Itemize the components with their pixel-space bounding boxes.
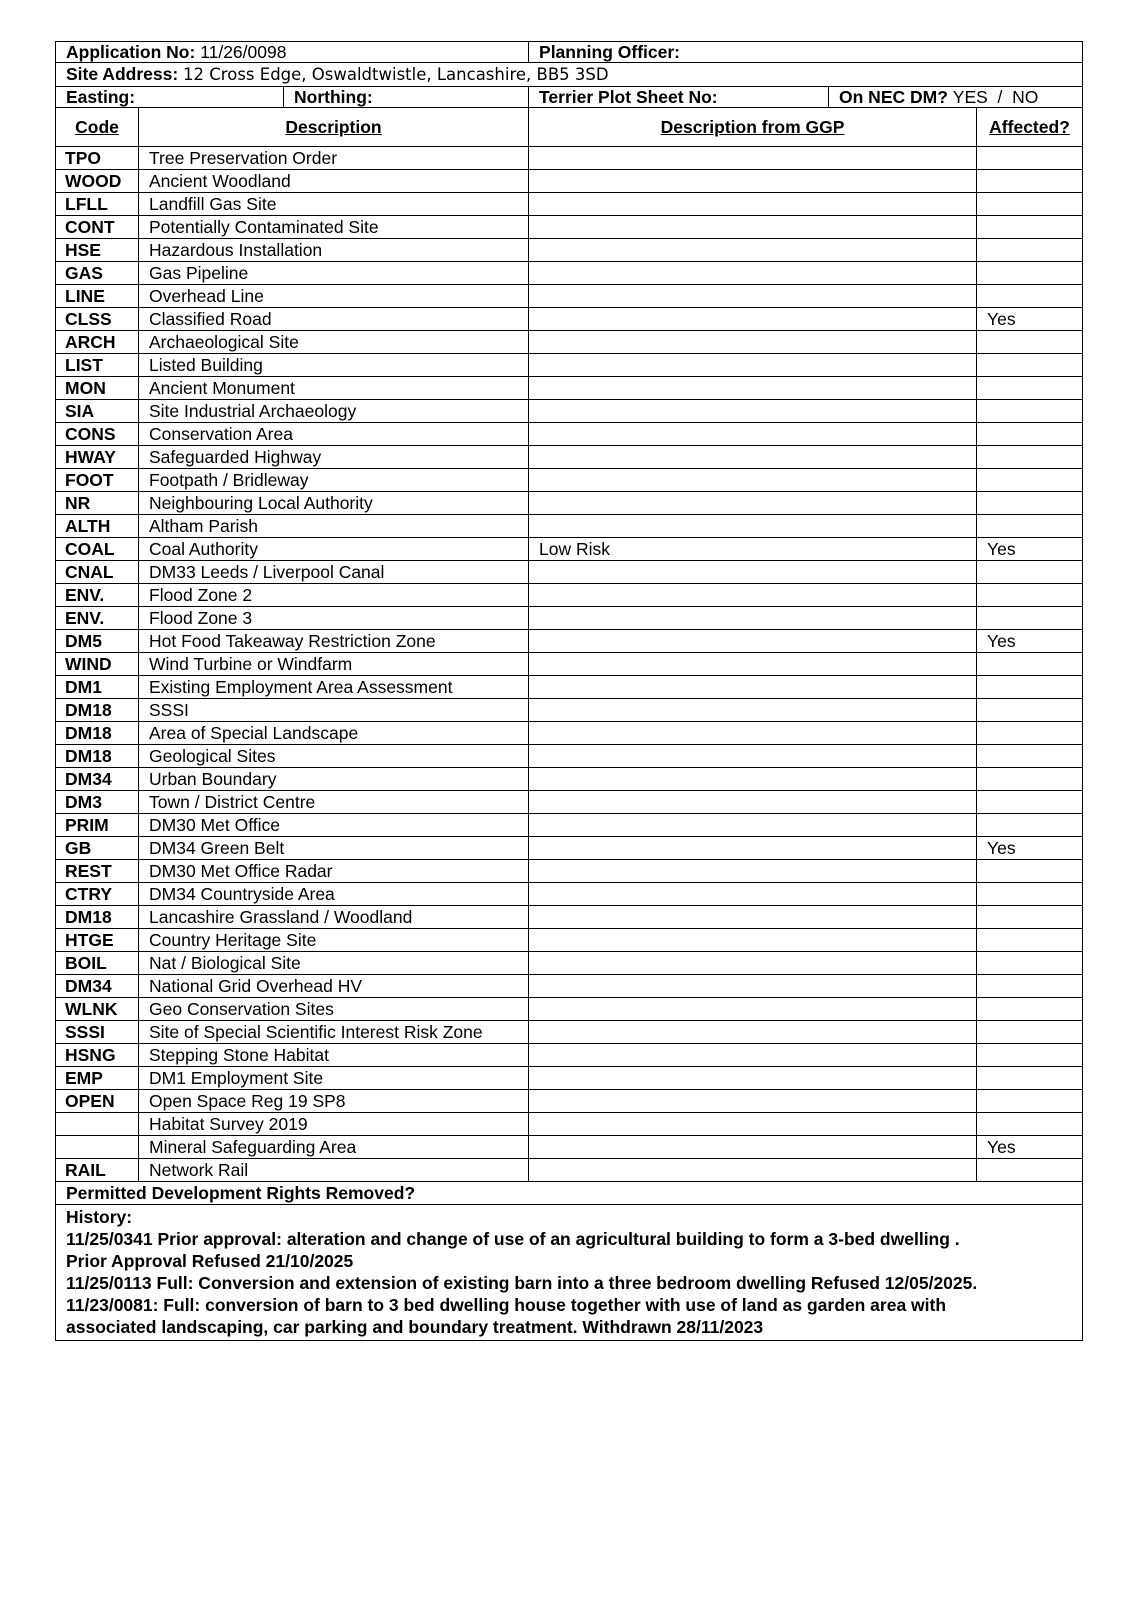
- constraint-affected: [977, 1044, 1083, 1067]
- constraint-affected: Yes: [977, 538, 1083, 561]
- easting-label: Easting:: [66, 87, 136, 107]
- constraint-affected: [977, 262, 1083, 285]
- constraint-row: [56, 538, 1083, 561]
- constraint-description: Site of Special Scientific Interest Risk Zone: [139, 1021, 529, 1044]
- site-address-cell: [56, 63, 1083, 87]
- constraint-affected: [977, 1090, 1083, 1113]
- constraint-ggp: [529, 561, 977, 584]
- constraint-code: WLNK: [56, 998, 139, 1021]
- constraint-affected: [977, 1021, 1083, 1044]
- constraint-code: DM34: [56, 768, 139, 791]
- constraint-row: [56, 768, 1083, 791]
- constraint-row: [56, 952, 1083, 975]
- affected-column-header: Affected?: [977, 108, 1083, 147]
- constraint-code: CONT: [56, 216, 139, 239]
- constraint-row: [56, 1113, 1083, 1136]
- easting-cell: [56, 87, 284, 108]
- constraint-row: [56, 1090, 1083, 1113]
- description-column-header: Description: [139, 108, 529, 147]
- constraint-description: Area of Special Landscape: [139, 722, 529, 745]
- constraint-ggp: [529, 400, 977, 423]
- constraint-code: DM5: [56, 630, 139, 653]
- constraint-code: WOOD: [56, 170, 139, 193]
- constraint-ggp: [529, 653, 977, 676]
- constraint-description: Ancient Woodland: [139, 170, 529, 193]
- pdr-row: [56, 1182, 1083, 1205]
- constraint-ggp: [529, 699, 977, 722]
- site-address-label: Site Address:: [66, 64, 179, 84]
- code-column-header: Code: [56, 108, 139, 147]
- constraint-row: [56, 354, 1083, 377]
- constraint-code: DM3: [56, 791, 139, 814]
- constraint-affected: [977, 1067, 1083, 1090]
- constraint-affected: [977, 469, 1083, 492]
- constraint-description: Hot Food Takeaway Restriction Zone: [139, 630, 529, 653]
- constraint-code: HSE: [56, 239, 139, 262]
- constraint-row: [56, 285, 1083, 308]
- constraint-affected: [977, 975, 1083, 998]
- constraint-description: Altham Parish: [139, 515, 529, 538]
- constraint-code: HWAY: [56, 446, 139, 469]
- constraint-description: Country Heritage Site: [139, 929, 529, 952]
- constraint-row: [56, 1044, 1083, 1067]
- constraint-code: ENV.: [56, 584, 139, 607]
- constraint-code: NR: [56, 492, 139, 515]
- constraint-description: DM34 Countryside Area: [139, 883, 529, 906]
- constraint-affected: [977, 998, 1083, 1021]
- application-row: [56, 42, 1083, 63]
- constraint-code: WIND: [56, 653, 139, 676]
- constraint-affected: [977, 584, 1083, 607]
- pdr-label: Permitted Development Rights Removed?: [56, 1182, 1083, 1205]
- constraint-code: [56, 1113, 139, 1136]
- constraint-row: [56, 1159, 1083, 1182]
- history-row: [56, 1205, 1083, 1341]
- constraint-description: DM34 Green Belt: [139, 837, 529, 860]
- constraint-ggp: [529, 1159, 977, 1182]
- constraint-affected: [977, 929, 1083, 952]
- planning-officer-label: Planning Officer:: [539, 42, 680, 62]
- constraint-code: ENV.: [56, 607, 139, 630]
- constraint-row: [56, 377, 1083, 400]
- constraint-ggp: [529, 1090, 977, 1113]
- constraint-row: [56, 193, 1083, 216]
- constraint-code: HTGE: [56, 929, 139, 952]
- grid-reference-row: [56, 87, 1083, 108]
- constraint-code: PRIM: [56, 814, 139, 837]
- history-entry: 11/25/0113 Full: Conversion and extension of existing barn into a three bedroom dwelling Refused 12/05/2025.: [66, 1273, 978, 1293]
- constraint-description: Flood Zone 3: [139, 607, 529, 630]
- constraint-affected: [977, 722, 1083, 745]
- constraint-affected: [977, 561, 1083, 584]
- constraint-affected: [977, 515, 1083, 538]
- constraint-ggp: [529, 262, 977, 285]
- constraint-affected: [977, 193, 1083, 216]
- constraint-row: [56, 860, 1083, 883]
- constraint-description: Footpath / Bridleway: [139, 469, 529, 492]
- constraint-row: [56, 331, 1083, 354]
- column-header-row: [56, 108, 1083, 147]
- constraint-row: [56, 699, 1083, 722]
- constraint-description: Classified Road: [139, 308, 529, 331]
- history-cell: [56, 1205, 1083, 1341]
- constraint-affected: [977, 791, 1083, 814]
- constraint-affected: [977, 377, 1083, 400]
- constraint-row: [56, 400, 1083, 423]
- constraint-row: [56, 722, 1083, 745]
- constraint-code: FOOT: [56, 469, 139, 492]
- constraint-ggp: [529, 1021, 977, 1044]
- ggp-column-header: Description from GGP: [529, 108, 977, 147]
- northing-cell: [284, 87, 529, 108]
- constraint-affected: [977, 147, 1083, 170]
- constraint-affected: [977, 860, 1083, 883]
- constraint-description: Archaeological Site: [139, 331, 529, 354]
- constraint-code: CLSS: [56, 308, 139, 331]
- constraint-affected: [977, 653, 1083, 676]
- constraint-ggp: [529, 745, 977, 768]
- constraint-code: DM18: [56, 906, 139, 929]
- constraint-affected: [977, 492, 1083, 515]
- constraint-code: DM18: [56, 745, 139, 768]
- constraint-code: LIST: [56, 354, 139, 377]
- constraint-ggp: [529, 584, 977, 607]
- constraint-code: CTRY: [56, 883, 139, 906]
- history-label: History:: [66, 1207, 133, 1227]
- constraint-row: [56, 1067, 1083, 1090]
- constraint-description: Overhead Line: [139, 285, 529, 308]
- constraint-code: DM18: [56, 722, 139, 745]
- constraint-row: [56, 216, 1083, 239]
- constraint-row: [56, 745, 1083, 768]
- constraint-ggp: [529, 676, 977, 699]
- constraint-ggp: [529, 1044, 977, 1067]
- constraint-code: SIA: [56, 400, 139, 423]
- constraint-description: Listed Building: [139, 354, 529, 377]
- constraint-description: DM30 Met Office Radar: [139, 860, 529, 883]
- constraint-row: [56, 469, 1083, 492]
- constraint-affected: [977, 952, 1083, 975]
- constraint-description: Ancient Monument: [139, 377, 529, 400]
- northing-label: Northing:: [294, 87, 373, 107]
- planning-officer-cell: [529, 42, 1083, 63]
- constraint-description: National Grid Overhead HV: [139, 975, 529, 998]
- constraint-row: [56, 929, 1083, 952]
- constraint-description: Existing Employment Area Assessment: [139, 676, 529, 699]
- constraint-ggp: [529, 929, 977, 952]
- constraint-code: GAS: [56, 262, 139, 285]
- constraint-ggp: [529, 814, 977, 837]
- constraint-affected: [977, 446, 1083, 469]
- constraint-description: Hazardous Installation: [139, 239, 529, 262]
- constraint-code: HSNG: [56, 1044, 139, 1067]
- constraint-affected: Yes: [977, 837, 1083, 860]
- constraint-ggp: [529, 722, 977, 745]
- constraint-description: Neighbouring Local Authority: [139, 492, 529, 515]
- nec-label: On NEC DM?: [839, 87, 948, 107]
- constraint-affected: [977, 354, 1083, 377]
- constraint-code: ALTH: [56, 515, 139, 538]
- constraint-affected: Yes: [977, 1136, 1083, 1159]
- terrier-label: Terrier Plot Sheet No:: [539, 87, 718, 107]
- constraint-ggp: [529, 193, 977, 216]
- constraint-code: RAIL: [56, 1159, 139, 1182]
- constraint-row: [56, 607, 1083, 630]
- constraint-code: LINE: [56, 285, 139, 308]
- constraint-description: Site Industrial Archaeology: [139, 400, 529, 423]
- constraint-row: [56, 147, 1083, 170]
- constraint-row: [56, 837, 1083, 860]
- constraint-ggp: Low Risk: [529, 538, 977, 561]
- constraint-affected: Yes: [977, 630, 1083, 653]
- constraint-ggp: [529, 837, 977, 860]
- constraint-code: GB: [56, 837, 139, 860]
- constraint-code: REST: [56, 860, 139, 883]
- constraint-affected: [977, 285, 1083, 308]
- constraint-row: [56, 446, 1083, 469]
- constraint-affected: [977, 676, 1083, 699]
- constraint-ggp: [529, 975, 977, 998]
- constraint-code: ARCH: [56, 331, 139, 354]
- constraint-affected: [977, 883, 1083, 906]
- constraint-ggp: [529, 147, 977, 170]
- constraint-row: [56, 975, 1083, 998]
- constraint-ggp: [529, 446, 977, 469]
- constraint-row: [56, 630, 1083, 653]
- nec-cell: [829, 87, 1083, 108]
- constraint-code: BOIL: [56, 952, 139, 975]
- terrier-cell: [529, 87, 829, 108]
- constraint-code: DM18: [56, 699, 139, 722]
- constraint-ggp: [529, 1067, 977, 1090]
- constraint-affected: [977, 216, 1083, 239]
- constraint-ggp: [529, 860, 977, 883]
- constraint-row: [56, 791, 1083, 814]
- history-entry: 11/25/0341 Prior approval: alteration and change of use of an agricultural building to form a 3-bed dwelling .: [66, 1229, 960, 1249]
- constraint-description: Landfill Gas Site: [139, 193, 529, 216]
- constraint-description: Tree Preservation Order: [139, 147, 529, 170]
- constraint-row: [56, 1021, 1083, 1044]
- constraint-affected: [977, 423, 1083, 446]
- constraint-row: [56, 1136, 1083, 1159]
- constraint-description: Stepping Stone Habitat: [139, 1044, 529, 1067]
- constraint-row: [56, 814, 1083, 837]
- constraint-ggp: [529, 285, 977, 308]
- constraint-ggp: [529, 515, 977, 538]
- constraint-ggp: [529, 768, 977, 791]
- constraint-description: SSSI: [139, 699, 529, 722]
- constraint-row: [56, 515, 1083, 538]
- constraint-row: [56, 492, 1083, 515]
- history-entry: Prior Approval Refused 21/10/2025: [66, 1251, 354, 1271]
- constraint-code: EMP: [56, 1067, 139, 1090]
- constraint-description: Potentially Contaminated Site: [139, 216, 529, 239]
- constraint-description: DM30 Met Office: [139, 814, 529, 837]
- constraint-description: DM1 Employment Site: [139, 1067, 529, 1090]
- constraint-affected: [977, 607, 1083, 630]
- constraint-row: [56, 676, 1083, 699]
- constraint-description: Urban Boundary: [139, 768, 529, 791]
- constraint-description: Coal Authority: [139, 538, 529, 561]
- constraint-ggp: [529, 354, 977, 377]
- constraint-row: [56, 239, 1083, 262]
- constraint-affected: [977, 745, 1083, 768]
- constraint-code: DM34: [56, 975, 139, 998]
- constraint-affected: [977, 1113, 1083, 1136]
- constraint-ggp: [529, 998, 977, 1021]
- constraint-ggp: [529, 906, 977, 929]
- constraint-code: LFLL: [56, 193, 139, 216]
- constraints-form: [55, 41, 1083, 1341]
- constraint-description: Safeguarded Highway: [139, 446, 529, 469]
- constraint-row: [56, 308, 1083, 331]
- constraint-affected: [977, 1159, 1083, 1182]
- constraint-description: Habitat Survey 2019: [139, 1113, 529, 1136]
- constraint-affected: [977, 906, 1083, 929]
- constraint-ggp: [529, 492, 977, 515]
- constraint-row: [56, 262, 1083, 285]
- constraint-row: [56, 423, 1083, 446]
- constraint-ggp: [529, 377, 977, 400]
- constraint-code: COAL: [56, 538, 139, 561]
- constraint-affected: [977, 170, 1083, 193]
- constraint-code: DM1: [56, 676, 139, 699]
- history-entry: associated landscaping, car parking and boundary treatment. Withdrawn 28/11/2023: [66, 1317, 764, 1337]
- constraint-ggp: [529, 469, 977, 492]
- site-address-value: 12 Cross Edge, Oswaldtwistle, Lancashire, BB5 3SD: [183, 65, 609, 84]
- constraint-affected: Yes: [977, 308, 1083, 331]
- site-address-row: [56, 63, 1083, 87]
- constraint-description: Network Rail: [139, 1159, 529, 1182]
- constraint-row: [56, 998, 1083, 1021]
- constraint-row: [56, 653, 1083, 676]
- application-no-value: 11/26/0098: [200, 42, 287, 62]
- constraint-affected: [977, 331, 1083, 354]
- constraint-row: [56, 170, 1083, 193]
- constraint-ggp: [529, 883, 977, 906]
- constraint-description: Geological Sites: [139, 745, 529, 768]
- constraint-ggp: [529, 216, 977, 239]
- application-no-cell: [56, 42, 529, 63]
- constraint-ggp: [529, 423, 977, 446]
- constraint-code: OPEN: [56, 1090, 139, 1113]
- application-no-label: Application No:: [66, 42, 196, 62]
- constraint-ggp: [529, 331, 977, 354]
- constraint-ggp: [529, 952, 977, 975]
- constraint-code: CNAL: [56, 561, 139, 584]
- constraint-description: Gas Pipeline: [139, 262, 529, 285]
- constraint-ggp: [529, 170, 977, 193]
- constraint-description: Mineral Safeguarding Area: [139, 1136, 529, 1159]
- constraint-ggp: [529, 1113, 977, 1136]
- constraint-ggp: [529, 239, 977, 262]
- history-entry: 11/23/0081: Full: conversion of barn to 3 bed dwelling house together with use of land as garden area with: [66, 1295, 947, 1315]
- constraint-row: [56, 584, 1083, 607]
- constraint-code: [56, 1136, 139, 1159]
- constraint-description: Conservation Area: [139, 423, 529, 446]
- constraint-description: Lancashire Grassland / Woodland: [139, 906, 529, 929]
- constraint-affected: [977, 768, 1083, 791]
- constraint-affected: [977, 400, 1083, 423]
- constraint-ggp: [529, 630, 977, 653]
- constraint-description: Nat / Biological Site: [139, 952, 529, 975]
- constraint-affected: [977, 699, 1083, 722]
- constraint-ggp: [529, 1136, 977, 1159]
- constraint-row: [56, 906, 1083, 929]
- constraint-description: Flood Zone 2: [139, 584, 529, 607]
- constraint-code: SSSI: [56, 1021, 139, 1044]
- constraint-affected: [977, 239, 1083, 262]
- constraint-code: CONS: [56, 423, 139, 446]
- constraint-description: Open Space Reg 19 SP8: [139, 1090, 529, 1113]
- constraint-code: MON: [56, 377, 139, 400]
- constraint-description: DM33 Leeds / Liverpool Canal: [139, 561, 529, 584]
- constraint-row: [56, 883, 1083, 906]
- constraint-affected: [977, 814, 1083, 837]
- constraint-ggp: [529, 791, 977, 814]
- constraint-description: Wind Turbine or Windfarm: [139, 653, 529, 676]
- constraint-description: Geo Conservation Sites: [139, 998, 529, 1021]
- constraint-ggp: [529, 308, 977, 331]
- nec-options: YES / NO: [952, 87, 1039, 107]
- constraint-code: TPO: [56, 147, 139, 170]
- constraint-ggp: [529, 607, 977, 630]
- constraint-row: [56, 561, 1083, 584]
- constraint-description: Town / District Centre: [139, 791, 529, 814]
